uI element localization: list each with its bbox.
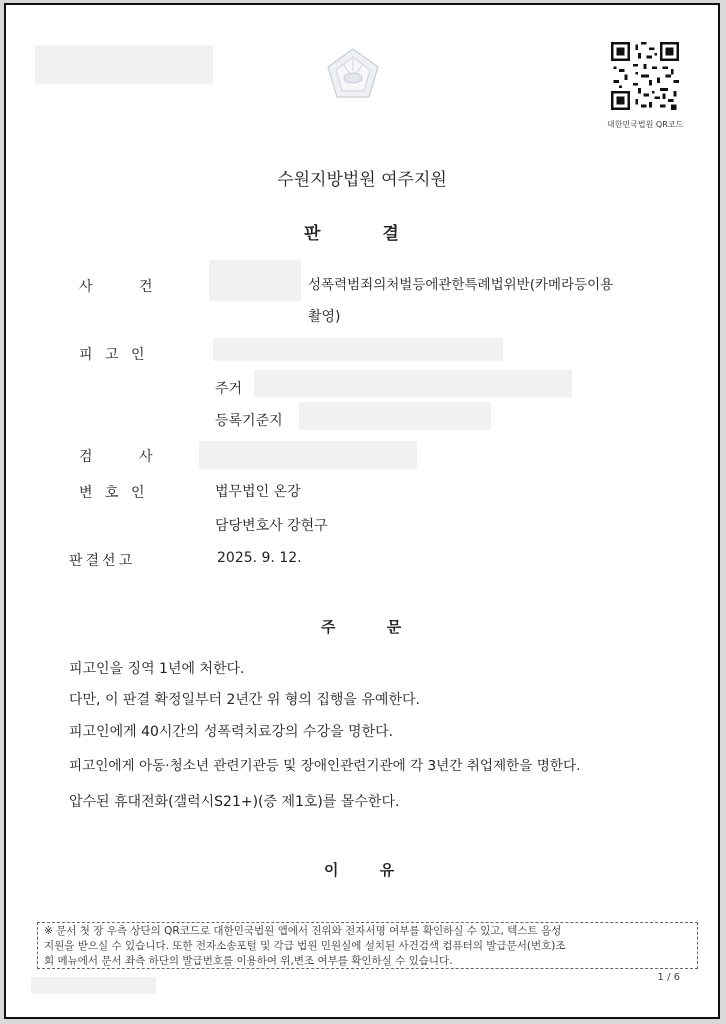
page-number: 1 / 6 <box>657 972 680 983</box>
qr-code-icon <box>611 42 679 110</box>
address-label: 주거 <box>215 381 243 397</box>
notice-line-1: ※ 문서 첫 장 우측 상단의 QR코드로 대한민국법원 앱에서 진위와 전자서명 여부를 확인하실 수 있고, 텍스트 음성 <box>44 925 562 937</box>
redacted-defendant-name <box>213 338 503 361</box>
order-line-4: 피고인에게 아동·청소년 관련기관등 및 장애인관련기관에 각 3년간 취업제한을 명한다. <box>69 758 581 774</box>
order-line-3: 피고인에게 40시간의 성폭력치료강의 수강을 명한다. <box>69 724 394 740</box>
prosecutor-label: 검 사 <box>79 449 153 465</box>
verification-notice <box>37 922 698 969</box>
order-line-5: 압수된 휴대전화(갤럭시S21+)(증 제1호)를 몰수한다. <box>69 794 400 810</box>
redacted-address <box>254 370 572 397</box>
case-label: 사 건 <box>79 279 153 295</box>
court-name: 수원지방법원 여주지원 <box>277 170 447 190</box>
qr-caption: 대한민국법원 QR코드 <box>607 120 684 129</box>
counsel-firm: 법무법인 온강 <box>215 484 301 500</box>
registry-label: 등록기준지 <box>215 413 283 429</box>
redacted-header <box>35 45 213 84</box>
order-line-1: 피고인을 징역 1년에 처한다. <box>69 661 245 677</box>
judgment-title <box>304 219 416 244</box>
case-value-line1: 성폭력범죄의처벌등에관한특례법위반(카메라등이용 <box>308 277 614 293</box>
notice-line-3: 회 메뉴에서 문서 좌측 하단의 발급번호를 이용하여 위,변조 여부를 확인하실 수 있습니다. <box>44 955 453 967</box>
defendant-label: 피 고 인 <box>79 347 145 363</box>
counsel-lawyer: 담당변호사 강현구 <box>215 518 328 534</box>
redacted-issue-number <box>31 977 156 994</box>
case-value-line2: 촬영) <box>308 309 341 325</box>
court-emblem-icon <box>322 45 384 105</box>
notice-line-2: 지원을 받으실 수 있습니다. 또한 전자소송포털 및 각급 법원 민원실에 설치된 사건검색 컴퓨터의 발급문서(번호)조 <box>44 940 566 952</box>
reason-title: 이 유 <box>324 861 395 879</box>
judgment-title-text: 판 결 <box>304 224 399 244</box>
judgment-date: 2025. 9. 12. <box>217 550 302 566</box>
order-line-2: 다만, 이 판결 확정일부터 2년간 위 형의 집행을 유예한다. <box>69 692 420 708</box>
redacted-registry <box>299 402 491 430</box>
document-page <box>4 3 720 1019</box>
counsel-label: 변 호 인 <box>79 485 145 501</box>
order-title: 주 문 <box>321 618 402 636</box>
redacted-prosecutor <box>199 441 417 469</box>
date-label: 판결선고 <box>69 553 136 569</box>
redacted-case-number <box>209 260 301 301</box>
